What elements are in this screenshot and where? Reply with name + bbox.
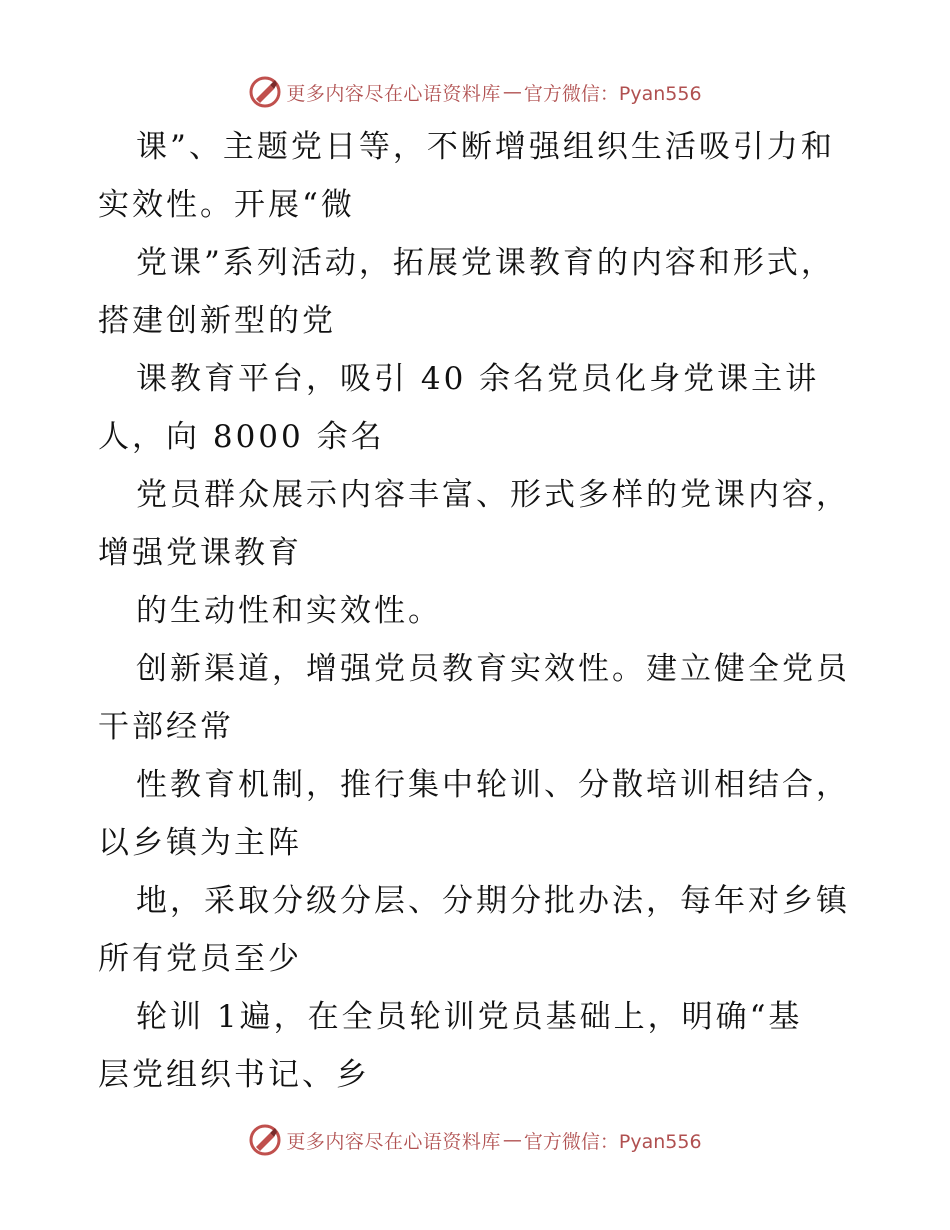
- banner-brand: 更多内容尽在心语资料库: [286, 1130, 501, 1153]
- header-banner: [0, 72, 950, 112]
- logo-icon: [248, 75, 282, 109]
- text-line: 层党组织书记、乡: [98, 1057, 370, 1093]
- text-line: 所有党员至少: [98, 941, 302, 977]
- text-line: 创新渠道，增强党员教育实效性。建立健全党员: [136, 651, 850, 687]
- document-body: [98, 118, 878, 1104]
- text-line: 以乡镇为主阵: [98, 825, 302, 861]
- banner-contact: 官方微信：Pyan556: [523, 1130, 702, 1153]
- banner-brand: 更多内容尽在心语资料库: [286, 82, 501, 105]
- text-line: 的生动性和实效性。: [136, 593, 442, 629]
- text-line: 人，向 8000 余名: [98, 419, 385, 455]
- text-line: 党员群众展示内容丰富、形式多样的党课内容，: [136, 477, 850, 513]
- text-line: 课”、主题党日等，不断增强组织生活吸引力和: [136, 129, 835, 165]
- text-line: 干部经常: [98, 709, 234, 745]
- text-line: 地，采取分级分层、分期分批办法，每年对乡镇: [136, 883, 850, 919]
- banner-contact: 官方微信：Pyan556: [523, 82, 702, 105]
- logo-icon: [248, 1123, 282, 1157]
- text-line: 党课”系列活动，拓展党课教育的内容和形式，: [136, 245, 835, 281]
- text-line: 轮训 1遍，在全员轮训党员基础上，明确“基: [136, 999, 803, 1035]
- text-line: 实效性。开展“微: [98, 187, 355, 223]
- footer-banner: [0, 1120, 950, 1160]
- banner-separator: —: [502, 81, 522, 103]
- text-line: 课教育平台，吸引 40 余名党员化身党课主讲: [136, 361, 820, 397]
- banner-separator: —: [502, 1129, 522, 1151]
- text-line: 增强党课教育: [98, 535, 302, 571]
- text-line: 性教育机制，推行集中轮训、分散培训相结合，: [136, 767, 850, 803]
- text-line: 搭建创新型的党: [98, 303, 336, 339]
